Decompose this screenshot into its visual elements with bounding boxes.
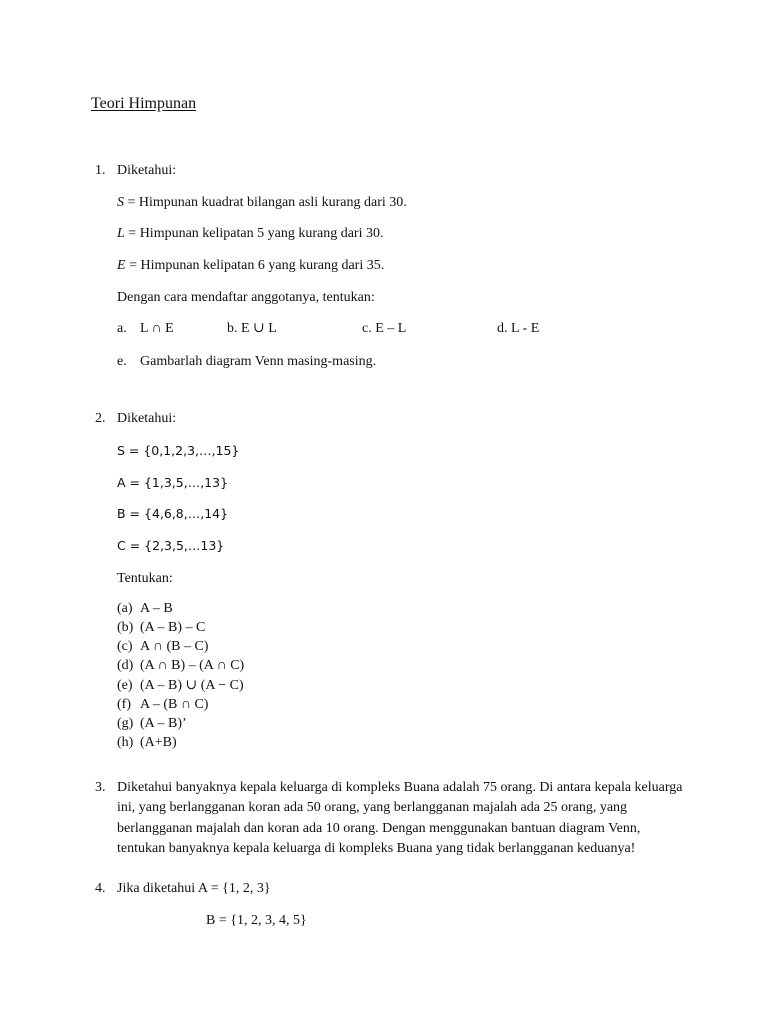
q2-item-g-label: (g) — [117, 716, 134, 731]
q2-set-s: S = {0,1,2,3,…,15} — [117, 443, 240, 458]
q1-set-l — [117, 227, 383, 241]
q2-instruction: Tentukan: — [117, 571, 173, 586]
q3-line-2: ini, yang berlangganan koran ada 50 orang, yang berlangganan majalah ada 25 orang, yang — [117, 800, 628, 816]
q2-item-b-label: (b) — [117, 620, 134, 635]
q3-line-1: Diketahui banyaknya kepala keluarga di kompleks Buana adalah 75 orang. Di antara kepala keluarga — [117, 780, 683, 795]
q1-number: 1. — [95, 163, 106, 178]
q2-item-h: (A+B) — [140, 735, 177, 750]
q2-item-a: A – B — [140, 601, 173, 616]
q1-option-e: Gambarlah diagram Venn masing-masing. — [140, 354, 377, 369]
q1-set-e-def: = Himpunan kelipatan 6 yang kurang dari 35. — [125, 258, 385, 273]
q2-item-e: (A – B) ∪ (A − C) — [140, 678, 244, 693]
q2-item-c-label: (c) — [117, 639, 133, 654]
q1-option-a-label: a. — [117, 321, 127, 336]
q3-line-3: berlangganan majalah dan koran ada 10 orang. Dengan menggunakan bantuan diagram Venn, — [117, 820, 641, 836]
q1-set-s-var: S — [117, 195, 124, 210]
q1-option-d: d. L - E — [497, 321, 540, 336]
q2-item-f: A – (B ∩ C) — [140, 697, 209, 712]
q3-paragraph — [117, 778, 697, 859]
q1-option-a: L ∩ E — [140, 321, 174, 336]
q2-intro: Diketahui: — [117, 411, 177, 426]
q3-line-4: tentukan banyaknya kepala keluarga di kompleks Buana yang tidak berlangganan keduanya! — [117, 840, 636, 856]
q1-set-s — [117, 196, 407, 210]
document-title: Teori Himpunan — [91, 95, 197, 112]
q4-line-2: B = {1, 2, 3, 4, 5} — [206, 913, 307, 928]
q2-item-f-label: (f) — [117, 697, 131, 712]
q2-item-d-label: (d) — [117, 658, 134, 673]
q1-set-l-var: L — [117, 226, 125, 241]
q4-line-1: Jika diketahui A = {1, 2, 3} — [117, 881, 271, 896]
q1-set-e — [117, 259, 384, 273]
q2-set-b: B = {4,6,8,…,14} — [117, 506, 229, 521]
q2-item-b: (A – B) – C — [140, 620, 206, 635]
q1-instruction: Dengan cara mendaftar anggotanya, tentukan: — [117, 290, 375, 305]
q2-set-a: A = {1,3,5,…,13} — [117, 475, 229, 490]
q1-option-c: c. E – L — [362, 321, 407, 336]
q2-item-d: (A ∩ B) – (A ∩ C) — [140, 658, 245, 673]
q2-number: 2. — [95, 411, 106, 426]
q2-set-c: C = {2,3,5,…13} — [117, 538, 225, 553]
q2-item-c: A ∩ (B – C) — [140, 639, 209, 654]
q2-item-a-label: (a) — [117, 601, 133, 616]
q4-number: 4. — [95, 881, 106, 896]
q1-option-b: b. E ∪ L — [227, 321, 277, 336]
q1-option-e-label: e. — [117, 354, 127, 369]
q2-item-e-label: (e) — [117, 678, 133, 693]
q1-set-l-def: = Himpunan kelipatan 5 yang kurang dari 30. — [124, 226, 384, 241]
q2-item-h-label: (h) — [117, 735, 134, 750]
q3-number: 3. — [95, 780, 106, 795]
q1-set-e-var: E — [117, 258, 126, 273]
q1-intro: Diketahui: — [117, 163, 177, 178]
q2-item-g: (A – B)’ — [140, 716, 187, 731]
q1-set-s-def: = Himpunan kuadrat bilangan asli kurang dari 30. — [124, 195, 407, 210]
